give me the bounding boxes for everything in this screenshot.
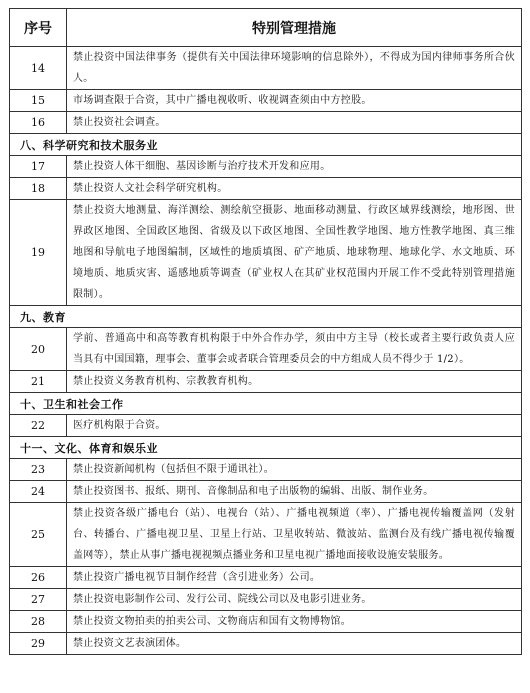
section-heading: 十、卫生和社会工作 [10, 393, 522, 415]
row-text: 禁止投资图书、报纸、期刊、音像制品和电子出版物的编辑、出版、制作业务。 [67, 481, 522, 503]
row-text: 禁止投资大地测量、海洋测绘、测绘航空摄影、地面移动测量、行政区域界线测绘，地形图、世界政区地图、全国政区地图、省级及以下政区地图、全国性教学地图、地方性教学地图、真三维地图和导航电子地图编制，区域性的地质填图、矿产地质、地球物理、地球化学、水文地质、环境地质、地质灾害、遥感地质等调查（矿业权人在其矿业权范围内开展工作不受此特别管理措施限制）。 [67, 200, 522, 306]
table-row [10, 611, 522, 633]
table-row [10, 481, 522, 503]
row-text: 禁止投资义务教育机构、宗教教育机构。 [67, 371, 522, 393]
section-row [10, 134, 522, 156]
section-row [10, 437, 522, 459]
row-number: 14 [10, 47, 67, 90]
row-text: 禁止投资广播电视节目制作经营（含引进业务）公司。 [67, 567, 522, 589]
row-text: 禁止投资电影制作公司、发行公司、院线公司以及电影引进业务。 [67, 589, 522, 611]
row-text: 禁止投资社会调查。 [67, 112, 522, 134]
row-number: 23 [10, 459, 67, 481]
table-row [10, 112, 522, 134]
section-row [10, 306, 522, 328]
row-number: 18 [10, 178, 67, 200]
table-row [10, 200, 522, 306]
row-number: 24 [10, 481, 67, 503]
row-number: 15 [10, 90, 67, 112]
row-number: 26 [10, 567, 67, 589]
row-text: 禁止投资人体干细胞、基因诊断与治疗技术开发和应用。 [67, 156, 522, 178]
row-number: 25 [10, 503, 67, 567]
header-number: 序号 [10, 9, 67, 47]
row-number: 21 [10, 371, 67, 393]
row-text: 禁止投资中国法律事务（提供有关中国法律环境影响的信息除外），不得成为国内律师事务所合伙人。 [67, 47, 522, 90]
table-row [10, 415, 522, 437]
table-header-row [10, 9, 522, 47]
header-measures: 特别管理措施 [67, 9, 522, 47]
row-text: 市场调查限于合资，其中广播电视收听、收视调查须由中方控股。 [67, 90, 522, 112]
row-number: 27 [10, 589, 67, 611]
table-row [10, 90, 522, 112]
row-text: 禁止投资文物拍卖的拍卖公司、文物商店和国有文物博物馆。 [67, 611, 522, 633]
table-row [10, 328, 522, 371]
section-heading: 九、教育 [10, 306, 522, 328]
table-row [10, 589, 522, 611]
table-row [10, 567, 522, 589]
row-number: 19 [10, 200, 67, 306]
table-row [10, 633, 522, 655]
table-row [10, 178, 522, 200]
section-heading: 八、科学研究和技术服务业 [10, 134, 522, 156]
row-text: 禁止投资新闻机构（包括但不限于通讯社）。 [67, 459, 522, 481]
table-row [10, 503, 522, 567]
special-measures-table [9, 8, 522, 655]
row-number: 28 [10, 611, 67, 633]
section-heading: 十一、文化、体育和娱乐业 [10, 437, 522, 459]
row-number: 16 [10, 112, 67, 134]
table-row [10, 459, 522, 481]
row-text: 禁止投资各级广播电台（站）、电视台（站）、广播电视频道（率）、广播电视传输覆盖网（发射台、转播台、广播电视卫星、卫星上行站、卫星收转站、微波站、监测台及有线广播电视传输覆盖网等），禁止从事广播电视视频点播业务和卫星电视广播地面接收设施安装服务。 [67, 503, 522, 567]
row-number: 29 [10, 633, 67, 655]
row-number: 20 [10, 328, 67, 371]
table-row [10, 47, 522, 90]
section-row [10, 393, 522, 415]
row-text: 禁止投资人文社会科学研究机构。 [67, 178, 522, 200]
row-text: 学前、普通高中和高等教育机构限于中外合作办学，须由中方主导（校长或者主要行政负责人应当具有中国国籍，理事会、董事会或者联合管理委员会的中方组成人员不得少于 1/2）。 [67, 328, 522, 371]
row-text: 医疗机构限于合资。 [67, 415, 522, 437]
row-text: 禁止投资文艺表演团体。 [67, 633, 522, 655]
table-row [10, 371, 522, 393]
row-number: 17 [10, 156, 67, 178]
table-row [10, 156, 522, 178]
row-number: 22 [10, 415, 67, 437]
